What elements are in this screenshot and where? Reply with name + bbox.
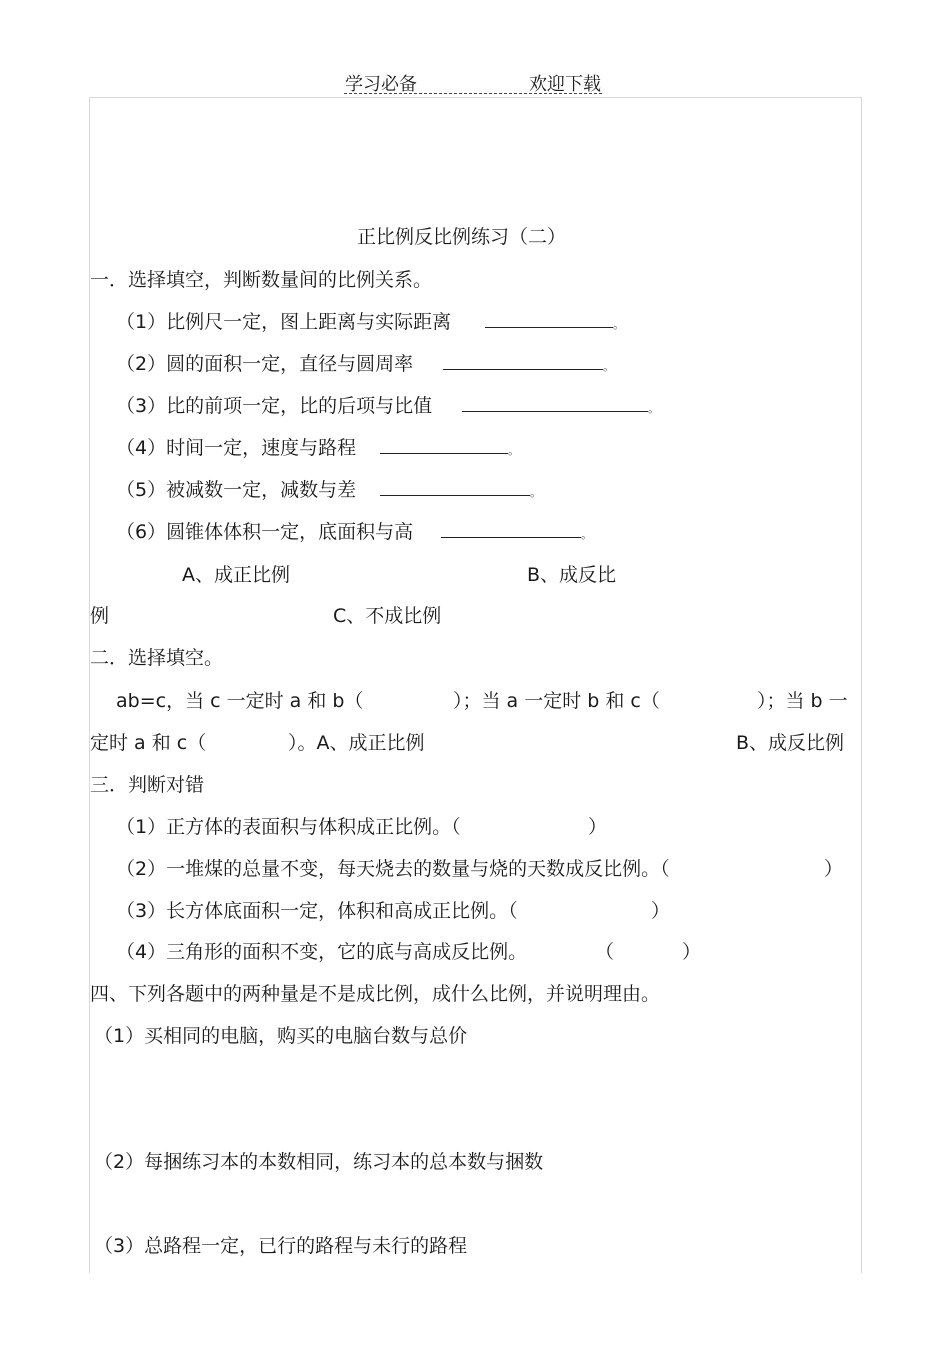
option-c: C、不成比例 [333,605,442,627]
sec2-line1-c: ）；当 b 一 [757,690,848,712]
page-title: 正比例反比例练习（二） [357,226,567,248]
sec1-item-2 [116,349,614,376]
open-paren: （ [595,941,615,963]
answer-blank[interactable] [441,519,581,538]
end-mark: 。 [603,360,615,373]
sec2-line2-b: ）。A、成正比例 [288,732,425,754]
sec3-item-2: （2）一堆煤的总量不变，每天烧去的数量与烧的天数成反比例。（ [116,858,670,880]
header-right: 欢迎下载 [529,74,601,95]
answer-blank[interactable] [485,309,613,328]
sec1-item-4 [116,433,519,460]
end-mark: 。 [530,486,542,499]
sec2-line1-b: ）；当 a 一定时 b 和 c（ [453,690,660,712]
sec1-item-2-text: （2）圆的面积一定，直径与圆周率 [116,353,414,375]
header-left: 学习必备 [345,74,417,95]
sec1-item-6 [116,517,592,544]
sec1-item-5-text: （5）被减数一定，减数与差 [116,479,357,501]
sec1-item-3 [116,391,659,418]
sec4-item-3: （3）总路程一定，已行的路程与未行的路程 [94,1235,468,1257]
sec3-item-1: （1）正方体的表面积与体积成正比例。（ [116,816,461,838]
header-rule [344,93,602,94]
option-b-wrap: 例 [90,605,110,627]
sec3-item-3: （3）长方体底面积一定，体积和高成正比例。（ [116,900,518,922]
sec1-item-1-text: （1）比例尺一定，图上距离与实际距离 [116,311,452,333]
end-mark: 。 [613,318,625,331]
sec1-item-5 [116,475,541,502]
answer-blank[interactable] [380,435,508,454]
sec2-line1-a: ab=c，当 c 一定时 a 和 b（ [116,690,364,712]
answer-blank[interactable] [443,351,603,370]
option-a: A、成正比例 [182,564,290,586]
sec3-item-4: （4）三角形的面积不变，它的底与高成反比例。 [116,941,528,963]
option-b: B、成反比 [527,564,617,586]
sec2-line2-c: B、成反比例 [736,732,845,754]
close-paren: ） [651,900,671,922]
sec1-item-6-text: （6）圆锥体体积一定，底面积与高 [116,521,414,543]
close-paren: ） [824,858,844,880]
section-1-heading: 一．选择填空，判断数量间的比例关系。 [90,269,433,291]
section-4-heading: 四、下列各题中的两种量是不是成比例，成什么比例，并说明理由。 [90,983,661,1005]
section-3-heading: 三．判断对错 [90,774,205,796]
answer-blank[interactable] [462,393,648,412]
end-mark: 。 [648,402,660,415]
sec1-item-1 [116,307,624,334]
close-paren: ） [682,941,702,963]
sec1-item-4-text: （4）时间一定，速度与路程 [116,437,357,459]
end-mark: 。 [508,444,520,457]
end-mark: 。 [581,528,593,541]
answer-blank[interactable] [380,477,530,496]
section-2-heading: 二．选择填空。 [90,647,224,669]
close-paren: ） [588,816,608,838]
sec4-item-1: （1）买相同的电脑，购买的电脑台数与总价 [94,1025,468,1047]
sec4-item-2: （2）每捆练习本的本数相同，练习本的总本数与捆数 [94,1151,544,1173]
sec1-item-3-text: （3）比的前项一定，比的后项与比值 [116,395,433,417]
sec2-line2-a: 定时 a 和 c（ [90,732,207,754]
